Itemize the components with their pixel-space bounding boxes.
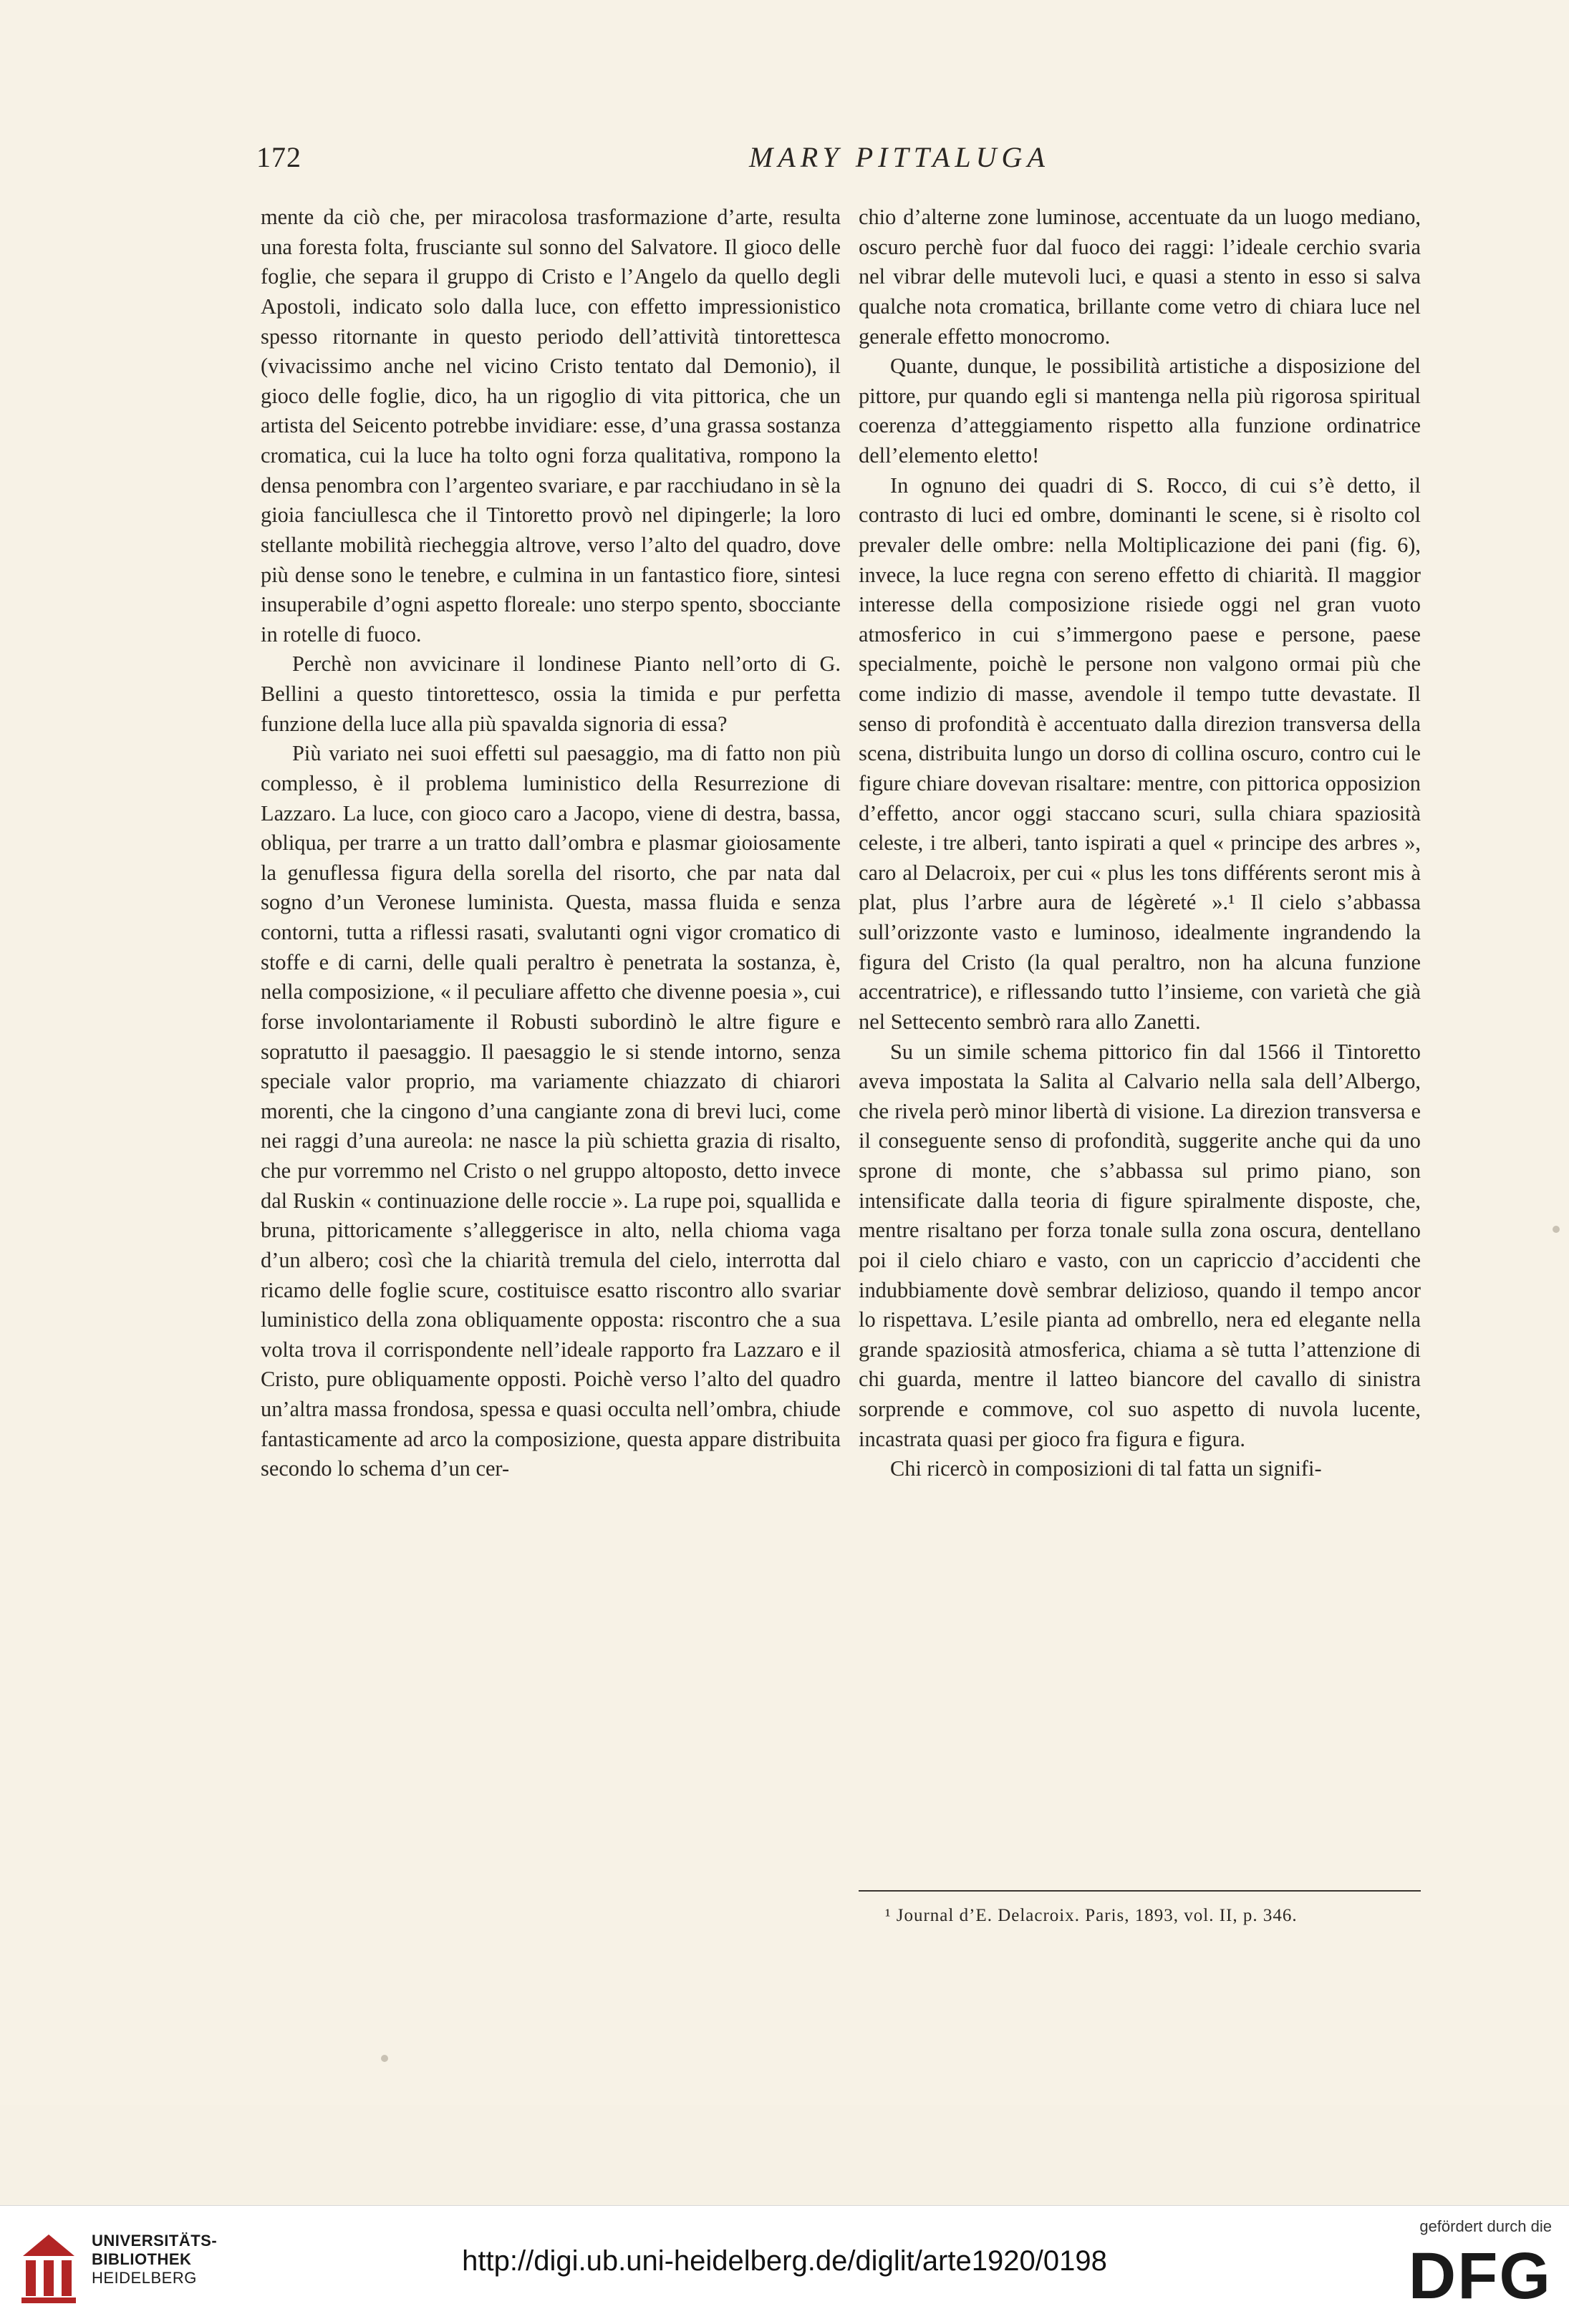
paragraph: Perchè non avvicinare il londinese Pianto nell’orto di G. Bellini a questo tintorettesco, ossia la timida e pur perfetta funzione della luce alla più spavalda signoria di essa? [261, 652, 841, 736]
dfg-logo: DFG [1408, 2240, 1552, 2313]
paragraph: In ognuno dei quadri di S. Rocco, di cui s’è detto, il contrasto di luci ed ombre, dominanti le scene, si è risolto col prevaler delle ombre: nella Moltiplicazione dei pani (fig. 6), invece, la luce regna con sereno effetto di chiarità. Il maggior interesse della composizione risiede oggi nel gran vuoto atmosferico in cui s’immergono paese e persone, paese specialmente, poichè le persone non valgono ormai più che come indizio di masse, avendole il tempo tutte devastate. Il senso di profondità è accentuato dalla direzion transversa della scena, distribuita lungo un dorso di collina oscuro, contro cui le figure chiare dovevan risaltare: mentre, con pittorica opposizion d’effetto, ancor oggi staccano scuri, sulla chiara spaziosità celeste, i tre alberi, tanto ispirati a quel « principe des arbres », caro al Delacroix, per cui « plus les tons différents seront mis à plat, plus l’arbre aura de légèreté ».¹ Il cielo s’abbassa sull’orizzonte vasto e luminoso, idealmente ingrandendo la figura del Cristo (la qual peraltro, non ha alcuna funzione accentratrice), e riflessando tutto l’insieme, con varietà che già nel Settecento sembrò rara allo Zanetti. [859, 473, 1421, 1034]
library-name-line: BIBLIOTHEK [92, 2250, 192, 2268]
library-name-line: HEIDELBERG [92, 2269, 197, 2287]
page-number: 172 [256, 141, 301, 173]
paper-speck [1553, 1226, 1560, 1233]
paragraph: Quante, dunque, le possibilità artistiche a disposizione del pittore, pur quando egli si mantenga nella più rigorosa spiritual coerenza d’atteggiamento rispetto alla funzione ordinatrice dell’elemento eletto! [859, 354, 1421, 468]
footer-banner [0, 2205, 1569, 2324]
left-text-column [261, 203, 841, 1484]
paragraph: mente da ciò che, per miracolosa trasformazione d’arte, resulta una foresta folta, frusciante sul sonno del Salvatore. Il gioco delle foglie, che separa il gruppo di Cristo e l’Angelo da quello degli Apostoli, indicato solo dalla luce, con effetto impressionistico spesso ritornante in questo periodo dell’attività tintorettesca (vivacissimo anche nel vicino Cristo tentato dal Demonio), il gioco delle foglie, dico, ha un rigoglio di vita pittorica, che un artista del Seicento potrebbe invidiare: esse, d’una grassa sostanza cromatica, cui la luce ha tolto ogni forza qualitativa, rompono la densa penombra con l’argenteo svariare, e par racchiudano in sè la gioia fanciullesca che il Tintoretto provò nel dipingerle; la loro stellante mobilità riecheggia altrove, verso l’alto del quadro, dove più dense sono le tenebre, e culmina in un fantastico fiore, sintesi insuperabile d’ogni aspetto floreale: uno sterpo spento, sbocciante in rotelle di fuoco. [261, 205, 841, 647]
paragraph: chio d’alterne zone luminose, accentuate da un luogo mediano, oscuro perchè fuor dal fuoco dei raggi: l’ideale cerchio svaria nel vibrar delle mutevoli luci, e quasi a stento in esso si salva qualche nota cromatica, brillante come vetro di chiara luce nel generale effetto monocromo. [859, 205, 1421, 349]
running-title: MARY PITTALUGA [749, 141, 1050, 173]
paper-speck [381, 2055, 388, 2062]
paragraph: Su un simile schema pittorico fin dal 1566 il Tintoretto aveva impostata la Salita al Calvario nella sala dell’Albergo, che rivela però minor libertà di visione. La direzion transversa e il conseguente senso di profondità, suggerite anche qui da uno sprone di monte, che s’abbassa sul primo piano, son intensificate dalla teoria di figure spiralmente disposte, che, mentre risaltano per forza tonale sulla zona oscura, dentellano poi il cielo chiaro e vasto, con un capriccio d’accidenti che indubbiamente dovè sembrar delizioso, quando il tempo ancor lo rispettava. L’esile pianta ad ombrello, nera ed elegante nella grande spaziosità atmosferica, chiama a sè tutta l’attenzione di chi guarda, mentre il latteo biancore del cavallo di sinistra sorprende e commove, col suo aspetto di nuvola lucente, incastrata quasi per gioco fra figura e figura. [859, 1039, 1421, 1451]
funder-label: gefördert durch die [1419, 2217, 1552, 2235]
permalink-url[interactable]: http://digi.ub.uni-heidelberg.de/diglit/arte1920/0198 [462, 2245, 1107, 2277]
paragraph: Chi ricercò in composizioni di tal fatta un signifi- [890, 1456, 1322, 1481]
footnote-divider [859, 1890, 1421, 1892]
right-text-column [859, 203, 1421, 1484]
footnote: ¹ Journal d’E. Delacroix. Paris, 1893, vol. II, p. 346. [885, 1906, 1298, 1925]
library-name-line: UNIVERSITÄTS- [92, 2232, 218, 2250]
paragraph: Più variato nei suoi effetti sul paesaggio, ma di fatto non più complesso, è il problema luministico della Resurrezione di Lazzaro. La luce, con gioco caro a Jacopo, viene di destra, bassa, obliqua, per trarre a un tratto dall’ombra e plasmar gioiosamente la genuflessa figura della sorella del risorto, che par nata dal sogno d’un Veronese luminista. Questa, massa fluida e senza contorni, tutta a riflessi rasati, svalutanti ogni vigor cromatico di stoffe e di carni, delle quali peraltro è penetrata la sostanza, è, nella composizione, « il peculiare affetto che divenne poesia », cui forse involontariamente il Robusti subordinò le altre figure e sopratutto il paesaggio. Il paesaggio le si stende intorno, senza speciale valor proprio, ma variamente chiazzato di chiarori morenti, che la cingono d’una cangiante zona di brevi luci, come nei raggi d’una aureola: ne nasce la più schietta grazia di risalto, che pur vorremmo nel Cristo o nel gruppo altoposto, detto invece dal Ruskin « continuazione delle roccie ». La rupe poi, squallida e bruna, pittoricamente s’alleggerisce in alto, nella chioma vaga d’un albero; così che la chiarità tremula del cielo, interrotta dal ricamo delle foglie scure, costituisce esatto riscontro allo svariar luministico della zona obliquamente opposta: riscontro che a sua volta trova il corrispondente nell’ideale rapporto fra Lazzaro e il Cristo, pure obliquamente opposti. Poichè verso l’alto del quadro un’altra massa frondosa, spessa e quasi occulta nell’ombra, chiude fantasticamente ad arco la composizione, questa appare distribuita secondo lo schema d’un cer- [261, 741, 841, 1481]
